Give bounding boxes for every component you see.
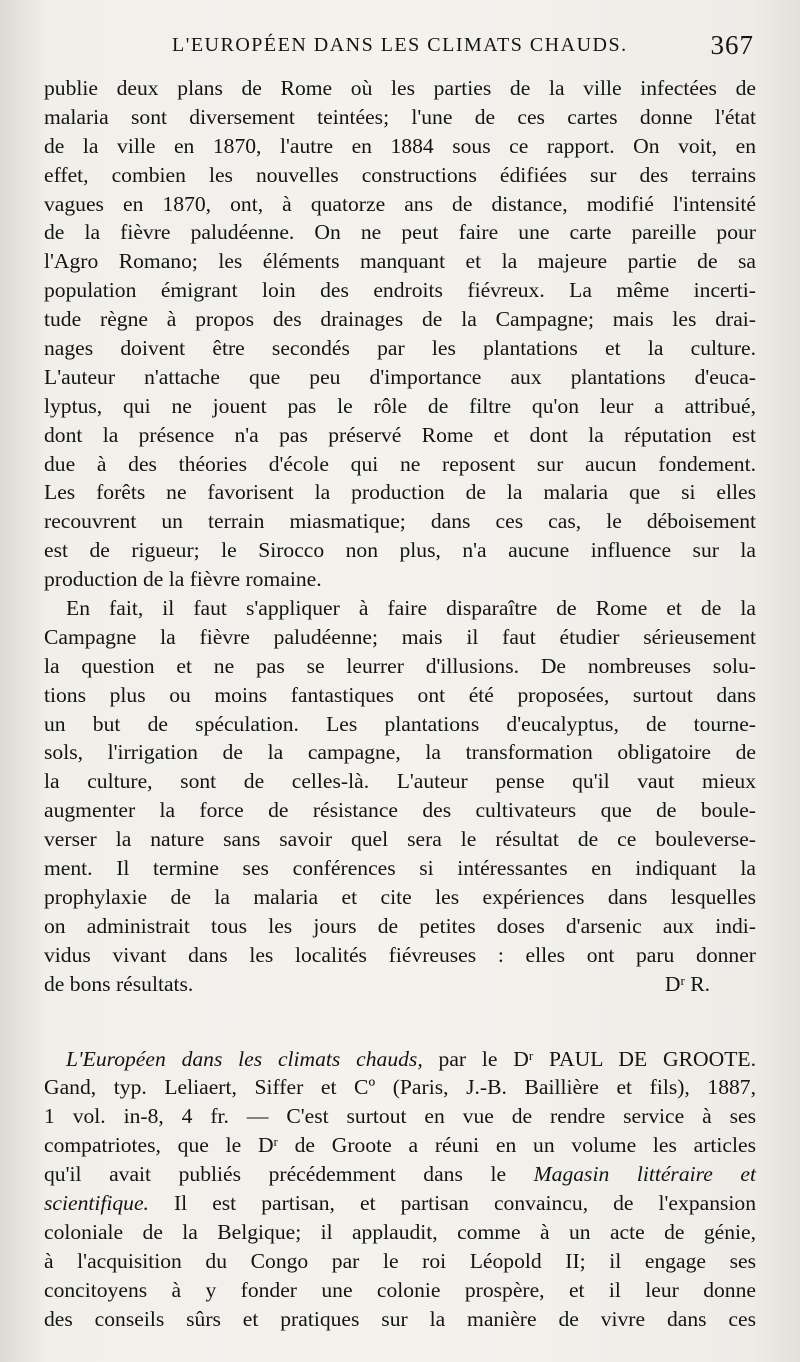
text-line: Les forêts ne favorisent la production de la malaria que si elles: [44, 480, 756, 505]
line-prefix: qu'il avait publiés précédemment dans le: [44, 1162, 534, 1187]
text-line: prophylaxie de la malaria et cite les expériences dans lesquelles: [44, 884, 756, 909]
line-prefix: compatriotes, que le D: [44, 1133, 274, 1158]
line-rest: Il est partisan, et partisan convaincu, de l'expansion: [148, 1190, 756, 1215]
text-line: vidus vivant dans les localités fiévreuses : elles ont paru donner: [44, 942, 756, 967]
text-line: la culture, sont de celles-là. L'auteur pense qu'il vaut mieux: [44, 769, 756, 794]
text-line: on administrait tous les jours de petites doses d'arsenic aux indi-: [44, 913, 756, 938]
text-line: Campagne la fièvre paludéenne; mais il faut étudier sérieusement: [44, 624, 756, 649]
signature-prefix: D: [664, 971, 681, 996]
text-line: coloniale de la Belgique; il applaudit, comme à un acte de génie,: [44, 1219, 756, 1244]
text-line: tions plus ou moins fantastiques ont été proposées, surtout dans: [44, 682, 756, 707]
magazine-title: Magasin littéraire et: [533, 1162, 756, 1187]
text-line: malaria sont diversement teintées; l'une de ces cartes donne l'état: [44, 104, 756, 129]
text-line: tude règne à propos des drainages de la Campagne; mais les drai-: [44, 307, 756, 332]
text-line: production de la fièvre romaine.: [44, 567, 322, 592]
text-line: 1 vol. in-8, 4 fr. — C'est surtout en vue de rendre service à ses: [44, 1104, 756, 1129]
review-paragraphs-one: [44, 74, 756, 970]
text-line: la question et ne pas se leurrer d'illusions. De nombreuses solu-: [44, 653, 756, 678]
text-line: concitoyens à y fonder une colonie prospère, et il leur donne: [44, 1277, 756, 1302]
magazine-title-end: scientifique.: [44, 1190, 149, 1215]
text-line: sols, l'irrigation de la campagne, la transformation obligatoire de: [44, 740, 756, 765]
line-sup: r: [273, 1134, 278, 1150]
text-line: L'auteur n'attache que peu d'importance aux plantations d'euca-: [44, 364, 756, 389]
text-line: recouvrent un terrain miasmatique; dans ces cas, le déboisement: [44, 509, 756, 534]
title-rest-prefix: par le D: [422, 1046, 529, 1071]
review-signature: [665, 970, 756, 999]
text-line: est de rigueur; le Sirocco non plus, n'a aucune influence sur la: [44, 538, 756, 563]
title-rest-sup: r: [528, 1047, 534, 1063]
author-name: PAUL DE GROOTE.: [533, 1046, 756, 1071]
text-line: vagues en 1870, ont, à quatorze ans de distance, modifié l'intensité: [44, 191, 756, 216]
text-line: dont la présence n'a pas préservé Rome et dont la réputation est: [44, 422, 756, 447]
body-text: [44, 74, 756, 1333]
text-line: Gand, typ. Leliaert, Siffer et Cº (Paris, J.-B. Baillière et fils), 1887,: [44, 1075, 756, 1100]
text-line: verser la nature sans savoir quel sera le résultat de ce bouleverse-: [44, 827, 756, 852]
text-line: ment. Il termine ses conférences si intéressantes en indiquant la: [44, 856, 756, 881]
text-line: publie deux plans de Rome où les parties de la ville infectées de: [44, 76, 756, 100]
closing-text: de bons résultats.: [44, 971, 194, 996]
review-closing-line: [44, 970, 756, 999]
text-line: des conseils sûrs et pratiques sur la manière de vivre dans ces: [44, 1306, 756, 1331]
review-two-title-line: [44, 1045, 756, 1074]
text-line: de la fièvre paludéenne. On ne peut faire une carte pareille pour: [44, 220, 756, 245]
text-line: population émigrant loin des endroits fiévreux. La même incerti-: [44, 278, 756, 303]
text-line: En fait, il faut s'appliquer à faire disparaître de Rome et de la: [66, 596, 756, 621]
page-header: [44, 30, 756, 64]
review-two-tail: [44, 1218, 756, 1334]
signature-name: R.: [684, 971, 710, 996]
review-two-line: [44, 1131, 756, 1160]
text-line: effet, combien les nouvelles constructions édifiées sur des terrains: [44, 162, 756, 187]
review-two-line: [44, 1189, 756, 1218]
text-line: due à des théories d'école qui ne reposent sur aucun fondement.: [44, 451, 756, 476]
text-line: lyptus, qui ne jouent pas le rôle de filtre qu'on leur a attribué,: [44, 393, 756, 418]
text-line: nages doivent être secondés par les plantations et la culture.: [44, 336, 756, 361]
page-number: 367: [710, 30, 754, 60]
running-title: L'EUROPÉEN DANS LES CLIMATS CHAUDS.: [172, 34, 628, 56]
signature-sup: r: [680, 972, 685, 988]
review-two-lines: [44, 1073, 756, 1131]
line-rest: de Groote a réuni en un volume les articles: [277, 1133, 757, 1158]
book-title: L'Européen dans les climats chauds,: [66, 1046, 423, 1071]
review-two-line: [44, 1160, 756, 1189]
text-line: à l'acquisition du Congo par le roi Léopold II; il engage ses: [44, 1248, 756, 1273]
text-line: l'Agro Romano; les éléments manquant et la majeure partie de sa: [44, 249, 756, 274]
text-line: augmenter la force de résistance des cultivateurs que de boule-: [44, 798, 756, 823]
section-gap: [44, 999, 756, 1045]
text-line: de la ville en 1870, l'autre en 1884 sous ce rapport. On voit, en: [44, 133, 756, 158]
text-line: un but de spéculation. Les plantations d'eucalyptus, de tourne-: [44, 711, 756, 736]
